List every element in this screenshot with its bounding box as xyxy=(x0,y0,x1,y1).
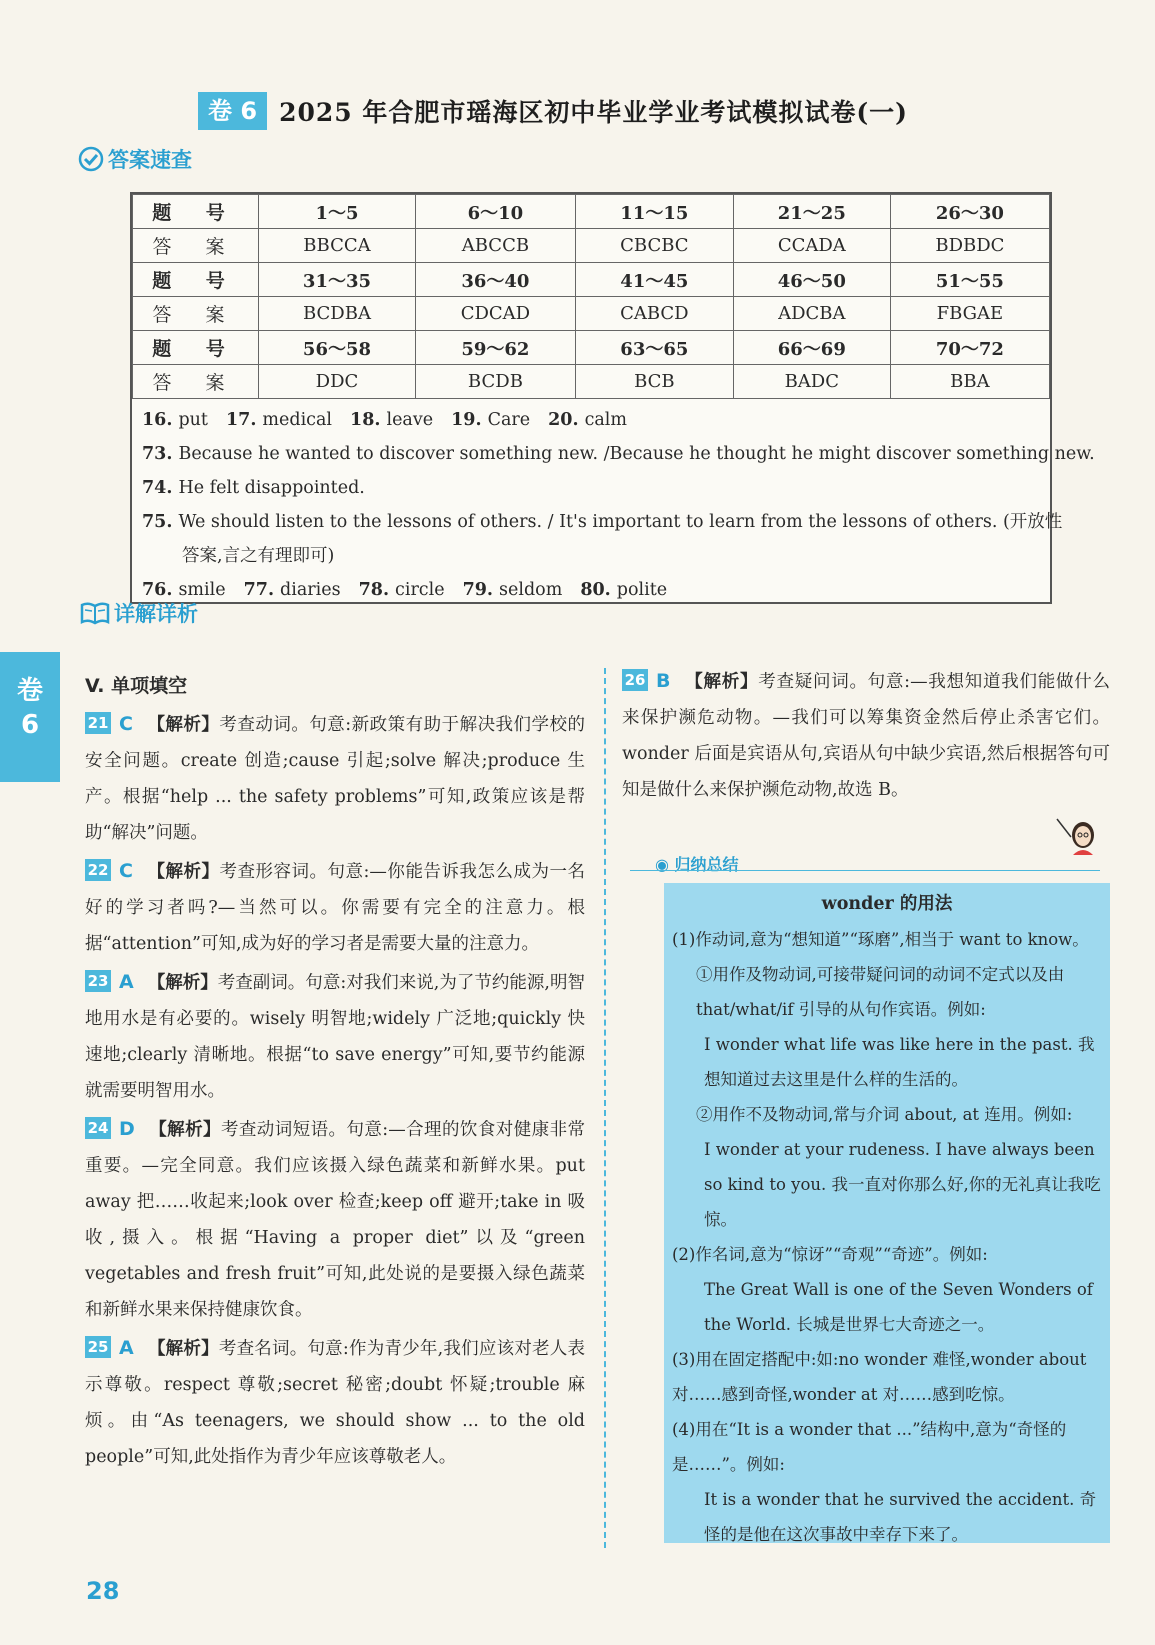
answer-table-row xyxy=(133,365,1050,399)
row-label: 题 号 xyxy=(133,195,259,229)
question-answer: C xyxy=(119,713,133,735)
answer-73: 73. Because he wanted to discover something new. /Because he thought he might discover something new. xyxy=(142,444,1095,464)
table-cell: 56～58 xyxy=(259,331,416,365)
question-number-badge: 25 xyxy=(85,1336,111,1358)
row-label: 答 案 xyxy=(133,365,259,399)
side-tab-line2: 6 xyxy=(20,710,40,740)
fill-76-80-line xyxy=(142,573,1040,607)
question-answer: C xyxy=(119,860,133,882)
table-cell: 41～45 xyxy=(575,263,733,297)
question-number-badge: 26 xyxy=(622,669,648,691)
summary-line: ②用作不及物动词,常与介词 about, at 连用。例如: xyxy=(696,1105,1073,1124)
summary-label: ◉ 归纳总结 xyxy=(655,855,739,874)
table-cell: BCDBA xyxy=(259,297,416,331)
answer-table-row xyxy=(133,297,1050,331)
fill-16-20-line xyxy=(142,403,1040,437)
analysis-text: 考查副词。句意:对我们来说,为了节约能源,明智地用水是有必要的。wisely 明智地;widely 广泛地;quickly 快速地;clearly 清晰地。根据“to save energy”可知,要节约能源就需要明智用水。 xyxy=(85,973,585,1101)
table-cell: DDC xyxy=(259,365,416,399)
summary-title: wonder 的用法 xyxy=(821,894,953,914)
question-number: 77. xyxy=(243,580,275,600)
table-cell: BADC xyxy=(733,365,890,399)
analysis-text: 考查疑问词。句意:—我想知道我们能做什么来保护濒危动物。—我们可以筹集资金然后停止杀害它们。wonder 后面是宾语从句,宾语从句中缺少宾语,然后根据答句可知是做什么来保护濒危动物,故选 B。 xyxy=(622,672,1111,800)
fill-answer: polite xyxy=(616,580,668,600)
part-title: V. 单项填空 xyxy=(85,675,188,697)
question-number: 16. xyxy=(142,410,173,430)
explain-section-heading xyxy=(80,598,198,628)
fill-answer: medical xyxy=(262,410,333,430)
answer-heading-text: 答案速查 xyxy=(108,148,192,172)
explain-heading-text: 详解详析 xyxy=(114,602,198,626)
table-cell: 51～55 xyxy=(890,263,1049,297)
table-cell: CCADA xyxy=(733,229,890,263)
answer-table-box xyxy=(130,192,1095,604)
table-cell: CDCAD xyxy=(415,297,575,331)
fill-answer: seldom xyxy=(499,580,563,600)
table-cell: BCB xyxy=(575,365,733,399)
explanation-item xyxy=(85,1111,585,1328)
table-cell: ADCBA xyxy=(733,297,890,331)
table-cell: FBGAE xyxy=(890,297,1049,331)
question-number: 19. xyxy=(451,410,482,430)
table-cell: 21～25 xyxy=(733,195,890,229)
open-book-icon xyxy=(80,600,110,626)
answer-table-row xyxy=(133,229,1050,263)
table-cell: 70～72 xyxy=(890,331,1049,365)
volume-side-tab xyxy=(0,652,60,782)
analysis-tag: 【解析】 xyxy=(147,1339,219,1359)
answer-74: 74. He felt disappointed. xyxy=(142,478,365,498)
table-cell: 6～10 xyxy=(415,195,575,229)
question-number: 18. xyxy=(350,410,381,430)
explanation-item xyxy=(622,663,1110,808)
summary-marker-icon: ◉ xyxy=(655,855,669,874)
page-header xyxy=(198,92,908,130)
question-number: 76. xyxy=(142,580,173,600)
question-number-badge: 24 xyxy=(85,1117,111,1139)
table-cell: 1～5 xyxy=(259,195,416,229)
summary-line: (3)用在固定搭配中:如:no wonder 难怪,wonder about 对……感到奇怪,wonder at 对……感到吃惊。 xyxy=(672,1350,1087,1404)
summary-line: I wonder at your rudeness. I have always been so kind to you. 我一直对你那么好,你的无礼真让我吃惊。 xyxy=(704,1140,1101,1229)
question-number: 78. xyxy=(358,580,390,600)
table-cell: 63～65 xyxy=(575,331,733,365)
table-cell: CBCBC xyxy=(575,229,733,263)
analysis-tag: 【解析】 xyxy=(684,672,759,692)
question-number-badge: 22 xyxy=(85,859,111,881)
fill-answer: calm xyxy=(584,410,627,430)
table-cell: BBA xyxy=(890,365,1049,399)
explanation-item xyxy=(85,853,585,962)
summary-rule xyxy=(630,870,1100,871)
summary-box xyxy=(664,883,1110,1543)
answer-section-heading xyxy=(78,144,192,174)
question-number-badge: 23 xyxy=(85,970,111,992)
fill-answer: smile xyxy=(178,580,226,600)
question-number: 80. xyxy=(580,580,611,600)
answer-table xyxy=(132,194,1050,399)
analysis-text: 考查动词。句意:新政策有助于解决我们学校的安全问题。create 创造;cause 引起;solve 解决;produce 生产。根据“help ... the safety problems”可知,政策应该是帮助“解决”问题。 xyxy=(85,715,585,843)
answer-table-row xyxy=(133,263,1050,297)
question-number: 79. xyxy=(462,580,494,600)
question-answer: D xyxy=(119,1118,135,1140)
explain-left-column xyxy=(85,668,585,1477)
analysis-tag: 【解析】 xyxy=(146,715,220,735)
table-cell: 36～40 xyxy=(415,263,575,297)
table-cell: BBCCA xyxy=(259,229,416,263)
fill-answer: circle xyxy=(395,580,445,600)
table-cell: 59～62 xyxy=(415,331,575,365)
check-circle-icon xyxy=(78,146,104,172)
page-title: 2025 年合肥市瑶海区初中毕业学业考试模拟试卷(一) xyxy=(279,98,909,127)
answer-table-row xyxy=(133,195,1050,229)
summary-line: (1)作动词,意为“想知道”“琢磨”,相当于 want to know。 xyxy=(672,930,1089,949)
table-cell: 31～35 xyxy=(259,263,416,297)
explanation-item xyxy=(85,706,585,851)
summary-line: It is a wonder that he survived the accident. 奇怪的是他在这次事故中幸存下来了。 xyxy=(704,1490,1097,1544)
explain-right-column xyxy=(622,663,1110,810)
question-answer: A xyxy=(119,1337,134,1359)
answer-table-row xyxy=(133,331,1050,365)
fill-answer: leave xyxy=(386,410,434,430)
side-tab-line1: 卷 xyxy=(16,676,43,706)
question-number: 17. xyxy=(225,410,257,430)
summary-line: The Great Wall is one of the Seven Wonders of the World. 长城是世界七大奇迹之一。 xyxy=(704,1280,1093,1334)
summary-line: (2)作名词,意为“惊讶”“奇观”“奇迹”。例如: xyxy=(672,1245,988,1264)
column-divider xyxy=(604,668,606,1548)
analysis-tag: 【解析】 xyxy=(148,1120,221,1140)
analysis-text: 考查形容词。句意:—你能告诉我怎么成为一名好的学习者吗?—当然可以。你需要有完全的注意力。根据“attention”可知,成为好的学习者是需要大量的注意力。 xyxy=(85,862,585,954)
question-answer: B xyxy=(656,670,671,692)
summary-line: (4)用在“It is a wonder that ...”结构中,意为“奇怪的是……”。例如: xyxy=(672,1420,1067,1474)
row-label: 答 案 xyxy=(133,229,259,263)
fill-answer: put xyxy=(178,410,208,430)
table-cell: 46～50 xyxy=(733,263,890,297)
table-cell: BDBDC xyxy=(890,229,1049,263)
explanation-item xyxy=(85,1330,585,1475)
analysis-text: 考查动词短语。句意:—合理的饮食对健康非常重要。—完全同意。我们应该摄入绿色蔬菜和新鲜水果。put away 把……收起来;look over 检查;keep off 避开;take in 吸收,摄入。根据“Having a proper diet”以及“green vegetables and fresh fruit”可知,此处说的是要摄入绿色蔬菜和新鲜水果来保持健康饮食。 xyxy=(85,1120,585,1320)
analysis-text: 考查名词。句意:作为青少年,我们应该对老人表示尊敬。respect 尊敬;secret 秘密;doubt 怀疑;trouble 麻烦。由“As teenagers, we should show ... to the old people”可知,此处指作为青少年应该尊敬老人。 xyxy=(85,1339,585,1467)
fill-answer: Care xyxy=(487,410,531,430)
summary-line: I wonder what life was like here in the past. 我想知道过去这里是什么样的生活的。 xyxy=(704,1035,1095,1089)
question-answer: A xyxy=(119,971,134,993)
table-cell: BCDB xyxy=(415,365,575,399)
explanation-item xyxy=(85,964,585,1109)
fill-answers xyxy=(132,399,1095,607)
row-label: 题 号 xyxy=(133,263,259,297)
question-number-badge: 21 xyxy=(85,712,111,734)
fill-answer: diaries xyxy=(280,580,341,600)
summary-line: ①用作及物动词,可接带疑问词的动词不定式以及由 that/what/if 引导的从句作宾语。例如: xyxy=(696,965,1065,1019)
table-cell: 26～30 xyxy=(890,195,1049,229)
row-label: 答 案 xyxy=(133,297,259,331)
page-number: 28 xyxy=(86,1577,120,1605)
table-cell: CABCD xyxy=(575,297,733,331)
analysis-tag: 【解析】 xyxy=(146,862,220,882)
volume-badge: 卷 6 xyxy=(198,92,267,130)
table-cell: 11～15 xyxy=(575,195,733,229)
answer-75-continued: 答案,言之有理即可) xyxy=(182,546,335,566)
answer-75: 75. We should listen to the lessons of others. / It's important to learn from the lessons of others. (开放性 xyxy=(142,512,1063,532)
table-cell: ABCCB xyxy=(415,229,575,263)
table-cell: 66～69 xyxy=(733,331,890,365)
question-number: 20. xyxy=(548,410,579,430)
analysis-tag: 【解析】 xyxy=(147,973,218,993)
teacher-icon xyxy=(1055,815,1099,857)
row-label: 题 号 xyxy=(133,331,259,365)
